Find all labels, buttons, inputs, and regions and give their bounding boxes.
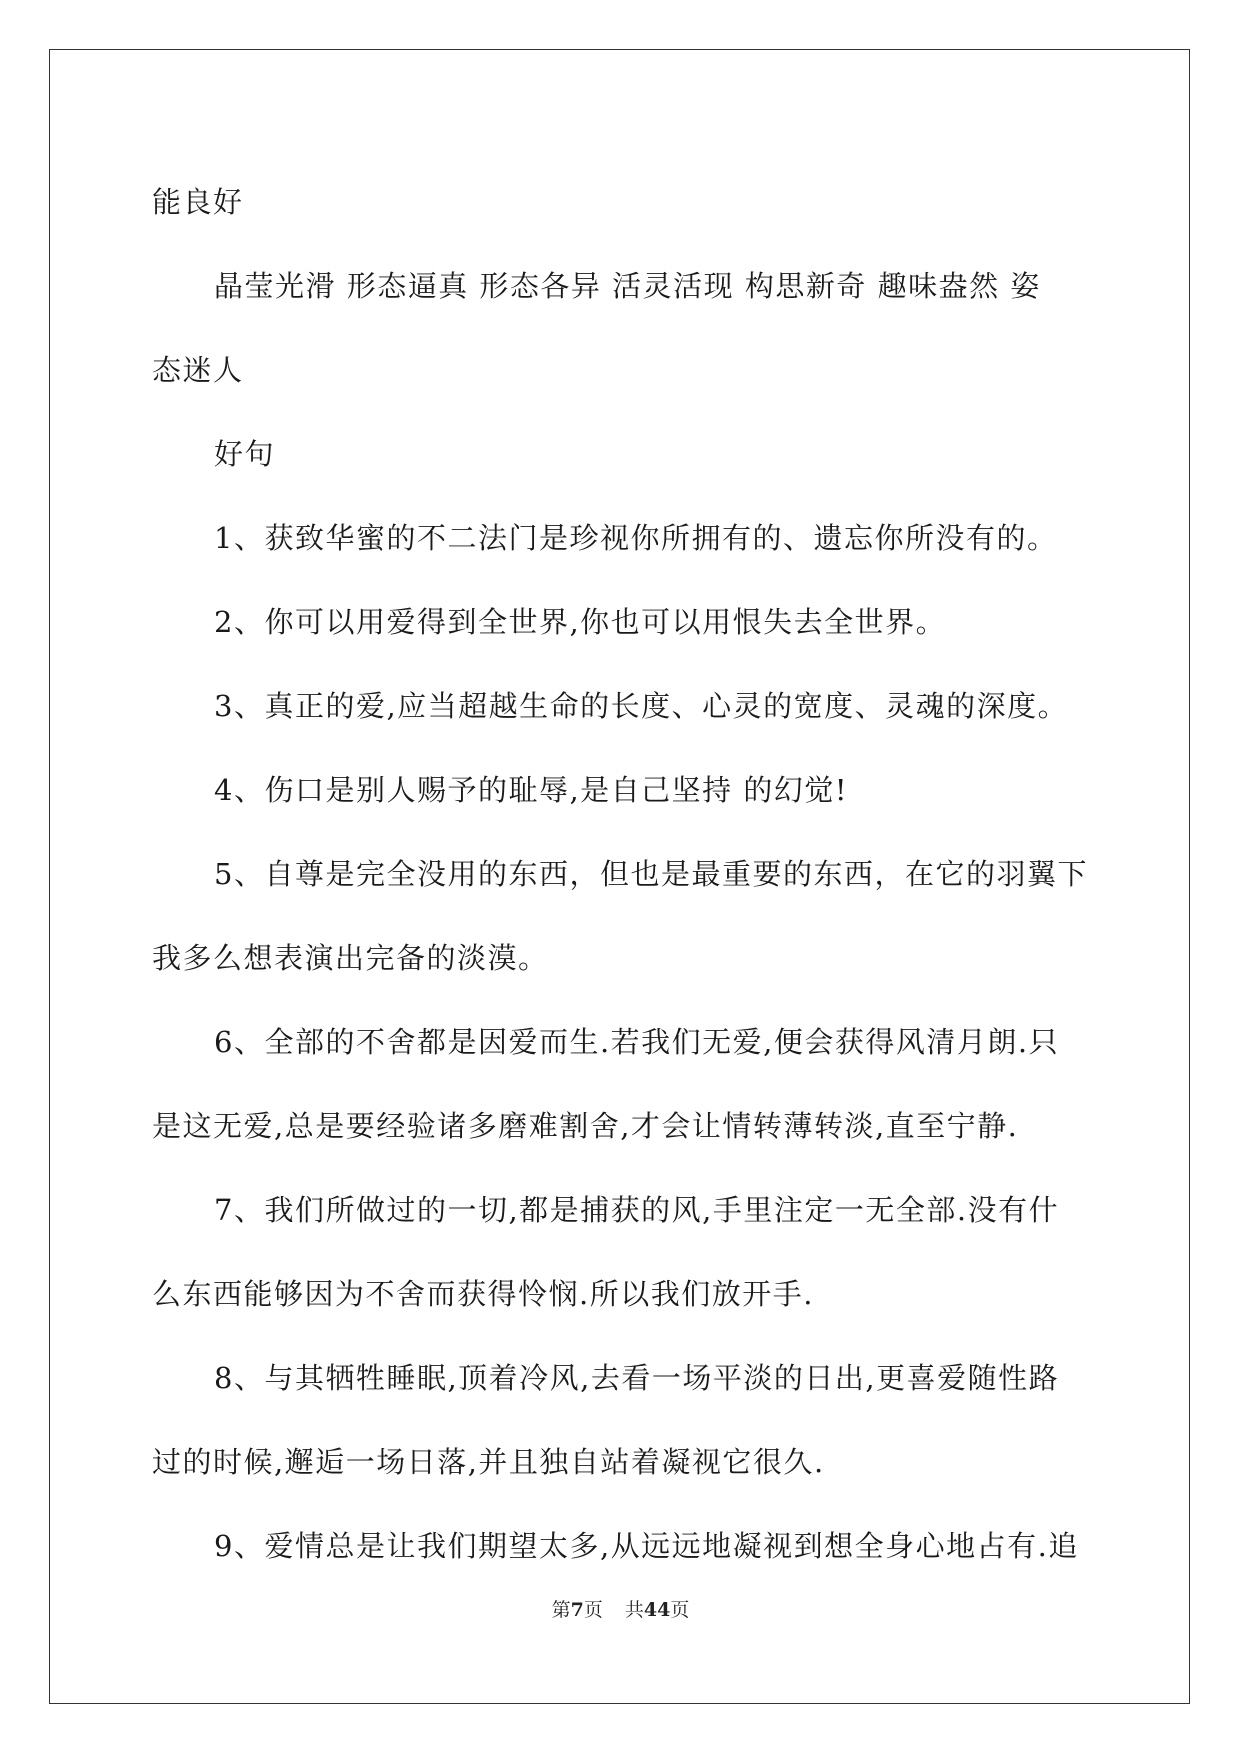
quote-item-3: 3、真正的爱,应当超越生命的长度、心灵的宽度、灵魂的深度。 [214,689,1069,723]
page-footer [0,1595,1241,1622]
quote-item-2: 2、你可以用爱得到全世界,你也可以用恨失去全世界。 [214,605,947,639]
page-prefix: 第 [551,1599,571,1621]
total-suffix: 页 [670,1599,690,1621]
quote-item-5-cont: 我多么想表演出完备的淡漠。 [152,941,549,975]
quote-item-6-cont: 是这无爱,总是要经验诸多磨难割舍,才会让情转薄转淡,直至宁静. [152,1109,1019,1143]
quote-item-7-cont: 么东西能够因为不舍而获得怜悯.所以我们放开手. [152,1277,814,1311]
document-body [152,160,1092,1588]
quote-item-9: 9、爱情总是让我们期望太多,从远远地凝视到想全身心地占有.追 [214,1529,1079,1563]
page-number: 7 [570,1599,584,1621]
quote-item-8-cont: 过的时候,邂逅一场日落,并且独自站着凝视它很久. [152,1445,825,1479]
total-pages: 44 [643,1599,671,1621]
quote-item-7: 7、我们所做过的一切,都是捕获的风,手里注定一无全部.没有什 [214,1193,1060,1227]
page-suffix: 页 [583,1599,603,1621]
text-line: 态迷人 [152,353,244,387]
quote-item-1: 1、获致华蜜的不二法门是珍视你所拥有的、遗忘你所没有的。 [214,521,1058,555]
text-line: 能良好 [152,185,244,219]
text-line: 晶莹光滑 形态逼真 形态各异 活灵活现 构思新奇 趣味盎然 姿 [214,269,1041,303]
quote-item-8: 8、与其牺牲睡眠,顶着冷风,去看一场平淡的日出,更喜爱随性路 [214,1361,1060,1395]
quote-item-4: 4、伤口是别人赐予的耻辱,是自己坚持 的幻觉! [214,773,849,807]
quote-item-5: 5、自尊是完全没用的东西，但也是最重要的东西，在它的羽翼下 [214,857,1088,891]
quote-item-6: 6、全部的不舍都是因爱而生.若我们无爱,便会获得风清月朗.只 [214,1025,1060,1059]
total-prefix: 共 [624,1599,644,1621]
section-heading: 好句 [214,437,276,471]
